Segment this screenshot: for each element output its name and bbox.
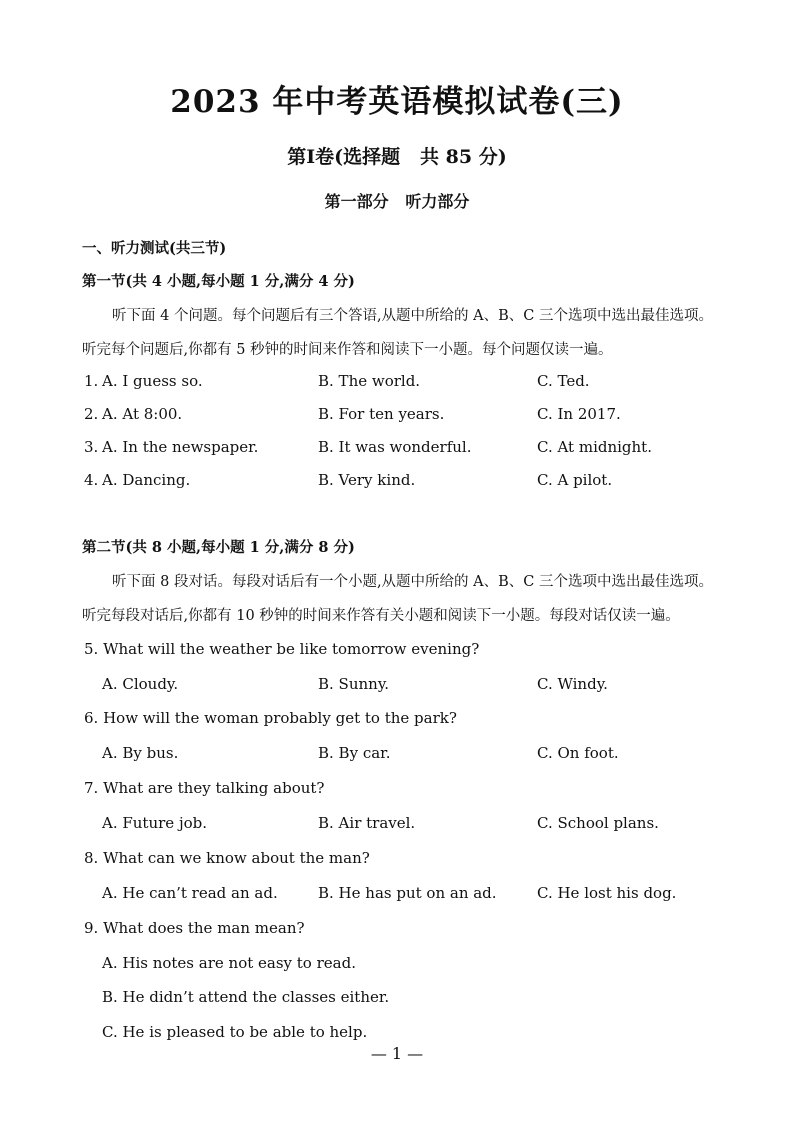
option-c: C. He is pleased to be able to help. [102, 1023, 368, 1041]
option-b: B. The world. [318, 372, 421, 390]
option-c: C. He lost his dog. [537, 884, 677, 902]
question-row-4 [0, 468, 794, 492]
question-number: 1. [84, 372, 99, 390]
question-5-options [0, 672, 794, 696]
option-b: B. He didn’t attend the classes either. [102, 988, 390, 1006]
question-7: 7. What are they talking about? [84, 779, 325, 797]
option-a: A. By bus. [102, 744, 179, 762]
option-b: B. Very kind. [318, 471, 416, 489]
exam-title: 2023 年中考英语模拟试卷(三) [170, 84, 624, 120]
option-b: B. Air travel. [318, 814, 416, 832]
option-b: B. For ten years. [318, 405, 445, 423]
part-title: 第一部分 听力部分 [324, 192, 470, 211]
section-heading: 一、听力测试(共三节) [82, 240, 227, 257]
part1-instruction-line2: 听完每个问题后,你都有 5 秒钟的时间来作答和阅读下一小题。每个问题仅读一遍。 [82, 342, 613, 358]
option-c: C. A pilot. [537, 471, 613, 489]
question-9: 9. What does the man mean? [84, 919, 305, 937]
option-a: A. In the newspaper. [102, 438, 259, 456]
option-a: A. He can’t read an ad. [102, 884, 278, 902]
question-5: 5. What will the weather be like tomorrow evening? [84, 640, 480, 658]
option-b: B. By car. [318, 744, 391, 762]
question-9-option-a-row [0, 951, 794, 975]
question-row-1 [0, 369, 794, 393]
part1-heading: 第一节(共 4 小题,每小题 1 分,满分 4 分) [82, 273, 355, 290]
part2-instruction-line2: 听完每段对话后,你都有 10 秒钟的时间来作答有关小题和阅读下一小题。每段对话仅读一遍。 [82, 608, 680, 624]
option-a: A. His notes are not easy to read. [102, 954, 356, 972]
option-b: B. He has put on an ad. [318, 884, 497, 902]
question-number: 3. [84, 438, 99, 456]
option-c: C. Windy. [537, 675, 608, 693]
question-8-options [0, 881, 794, 905]
part2-instruction-line1: 听下面 8 段对话。每段对话后有一个小题,从题中所给的 A、B、C 三个选项中选出最佳选项。 [112, 574, 713, 590]
question-9-option-b-row [0, 985, 794, 1009]
option-c: C. On foot. [537, 744, 619, 762]
question-row-2 [0, 402, 794, 426]
part1-instruction-line1: 听下面 4 个问题。每个问题后有三个答语,从题中所给的 A、B、C 三个选项中选出最佳选项。 [112, 308, 713, 324]
option-c: C. In 2017. [537, 405, 621, 423]
question-6: 6. How will the woman probably get to the park? [84, 709, 457, 727]
option-c: C. At midnight. [537, 438, 652, 456]
question-row-3 [0, 435, 794, 459]
option-b: B. It was wonderful. [318, 438, 472, 456]
question-9-option-c-row [0, 1020, 794, 1044]
option-a: A. Dancing. [102, 471, 191, 489]
option-a: A. I guess so. [102, 372, 203, 390]
question-number: 4. [84, 471, 99, 489]
option-a: A. At 8:00. [102, 405, 183, 423]
option-b: B. Sunny. [318, 675, 390, 693]
question-number: 2. [84, 405, 99, 423]
option-a: A. Future job. [102, 814, 207, 832]
question-8: 8. What can we know about the man? [84, 849, 370, 867]
option-c: C. School plans. [537, 814, 659, 832]
question-7-options [0, 811, 794, 835]
question-6-options [0, 741, 794, 765]
option-a: A. Cloudy. [102, 675, 179, 693]
option-c: C. Ted. [537, 372, 590, 390]
page-number: — 1 — [370, 1044, 424, 1063]
volume-subtitle: 第Ⅰ卷(选择题 共 85 分) [287, 146, 507, 168]
part2-heading: 第二节(共 8 小题,每小题 1 分,满分 8 分) [82, 539, 355, 556]
